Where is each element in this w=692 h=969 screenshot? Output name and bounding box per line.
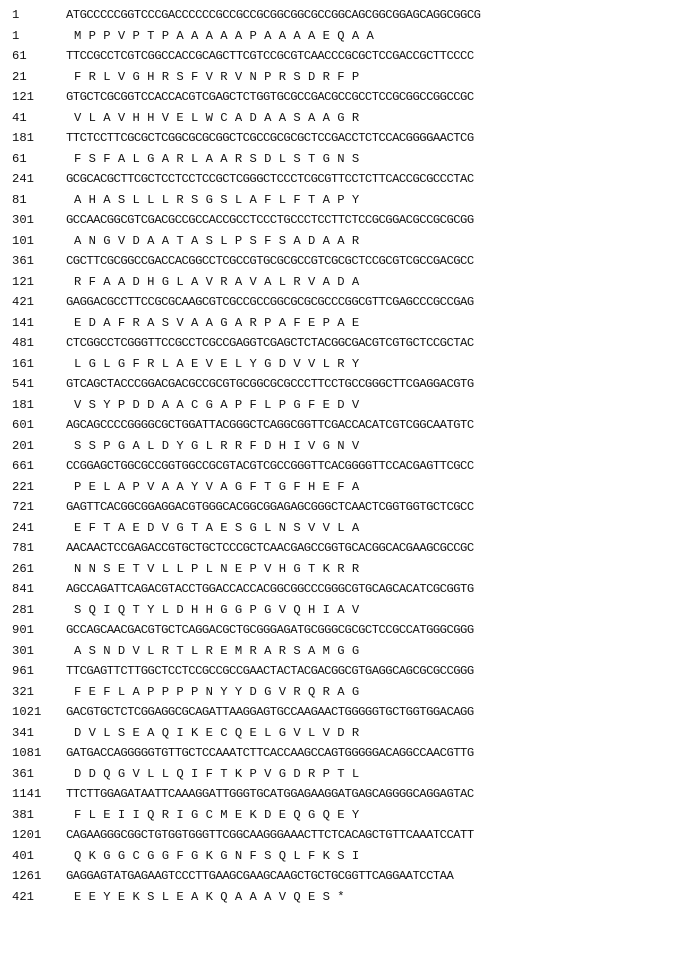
amino-acid-position: 421 xyxy=(12,889,34,904)
amino-acid-line xyxy=(12,436,688,457)
amino-acid-line xyxy=(12,313,688,334)
nucleotide-position: 61 xyxy=(12,49,27,63)
nucleotide-line xyxy=(12,866,688,887)
nucleotide-line xyxy=(12,825,688,846)
nucleotide-line xyxy=(12,5,688,26)
amino-acid-position: 301 xyxy=(12,643,34,658)
nucleotide-position: 1081 xyxy=(12,746,42,760)
amino-acid-line xyxy=(12,559,688,580)
amino-acid-position: 401 xyxy=(12,848,34,863)
amino-acid-sequence: F S F A L G A R L A A R S D L S T G N S xyxy=(74,151,360,166)
amino-acid-sequence: V S Y P D D A A C G A P F L P G F E D V xyxy=(74,397,360,412)
nucleotide-sequence: CGCTTCGCGGCCGACCACGGCCTCGCCGTGCGCGCCGTCGCGCTCCGCGTCGCCGACGCC xyxy=(66,254,474,268)
amino-acid-line xyxy=(12,600,688,621)
amino-acid-line xyxy=(12,518,688,539)
nucleotide-sequence: CAGAAGGGCGGCTGTGGTGGGTTCGGCAAGGGAAACTTCTCACAGCTGTTCAAATCCATT xyxy=(66,828,474,842)
amino-acid-line xyxy=(12,682,688,703)
nucleotide-position: 1021 xyxy=(12,705,42,719)
amino-acid-position: 21 xyxy=(12,69,27,84)
amino-acid-position: 261 xyxy=(12,561,34,576)
nucleotide-position: 661 xyxy=(12,459,34,473)
nucleotide-position: 301 xyxy=(12,213,34,227)
nucleotide-position: 1141 xyxy=(12,787,42,801)
nucleotide-line xyxy=(12,415,688,436)
nucleotide-sequence: AACAACTCCGAGACCGTGCTGCTCCCGCTCAACGAGCCGGTGCACGGCACGAAGCGCCGC xyxy=(66,541,474,555)
nucleotide-sequence: GCCAACGGCGTCGACGCCGCCACCGCCTCCCTGCCCTCCTTCTCCGCGGACGCCGCGCGG xyxy=(66,213,474,227)
amino-acid-line xyxy=(12,846,688,867)
amino-acid-position: 221 xyxy=(12,479,34,494)
nucleotide-sequence: CTCGGCCTCGGGTTCCGCCTCGCCGAGGTCGAGCTCTACGGCGACGTCGTGCTCCGCTAC xyxy=(66,336,474,350)
amino-acid-line xyxy=(12,272,688,293)
nucleotide-position: 481 xyxy=(12,336,34,350)
nucleotide-sequence: GTGCTCGCGGTCCACCACGTCGAGCTCTGGTGCGCCGACGCCGCCTCCGCGGCCGGCCGC xyxy=(66,90,474,104)
nucleotide-line xyxy=(12,87,688,108)
nucleotide-position: 841 xyxy=(12,582,34,596)
amino-acid-sequence: V L A V H H V E L W C A D A A S A A G R xyxy=(74,110,360,125)
nucleotide-sequence: TTCCGCCTCGTCGGCCACCGCAGCTTCGTCCGCGTCAACCCGCGCTCCGACCGCTTCCCC xyxy=(66,49,474,63)
nucleotide-line xyxy=(12,497,688,518)
nucleotide-sequence: GTCAGCTACCCGGACGACGCCGCGTGCGGCGCGCCCTTCCTGCCGGGCTTCGAGGACGTG xyxy=(66,377,474,391)
amino-acid-position: 321 xyxy=(12,684,34,699)
nucleotide-sequence: CCGGAGCTGGCGCCGGTGGCCGCGTACGTCGCCGGGTTCACGGGGTTCCACGAGTTCGCC xyxy=(66,459,474,473)
amino-acid-sequence: F R L V G H R S F V R V N P R S D R F P xyxy=(74,69,360,84)
amino-acid-position: 341 xyxy=(12,725,34,740)
amino-acid-line xyxy=(12,26,688,47)
nucleotide-sequence: GAGTTCACGGCGGAGGACGTGGGCACGGCGGAGAGCGGGCTCAACTCGGTGGTGCTCGCC xyxy=(66,500,474,514)
amino-acid-sequence: E F T A E D V G T A E S G L N S V V L A xyxy=(74,520,360,535)
nucleotide-sequence: GAGGACGCCTTCCGCGCAAGCGTCGCCGCCGGCGCGCGCCCGGCGTTCGAGCCCGCCGAG xyxy=(66,295,474,309)
nucleotide-position: 361 xyxy=(12,254,34,268)
nucleotide-sequence: AGCAGCCCCGGGGCGCTGGATTACGGGCTCAGGCGGTTCGACCACATCGTCGGCAATGTC xyxy=(66,418,474,432)
nucleotide-line xyxy=(12,251,688,272)
nucleotide-position: 241 xyxy=(12,172,34,186)
amino-acid-position: 101 xyxy=(12,233,34,248)
sequence-alignment-document xyxy=(12,5,688,907)
nucleotide-sequence: GACGTGCTCTCGGAGGCGCAGATTAAGGAGTGCCAAGAACTGGGGGTGCTGGTGGACAGG xyxy=(66,705,474,719)
nucleotide-position: 121 xyxy=(12,90,34,104)
amino-acid-position: 161 xyxy=(12,356,34,371)
nucleotide-position: 781 xyxy=(12,541,34,555)
nucleotide-line xyxy=(12,702,688,723)
nucleotide-line xyxy=(12,210,688,231)
amino-acid-line xyxy=(12,149,688,170)
amino-acid-line xyxy=(12,887,688,908)
nucleotide-position: 601 xyxy=(12,418,34,432)
amino-acid-sequence: F E F L A P P P P N Y Y D G V R Q R A G xyxy=(74,684,360,699)
nucleotide-sequence: ATGCCCCCGGTCCCGACCCCCCGCCGCCGCGGCGGCGCCGGCAGCGGCGGAGCAGGCGGCG xyxy=(66,8,481,22)
amino-acid-position: 281 xyxy=(12,602,34,617)
amino-acid-line xyxy=(12,477,688,498)
amino-acid-sequence: A N G V D A A T A S L P S F S A D A A R xyxy=(74,233,360,248)
amino-acid-position: 361 xyxy=(12,766,34,781)
nucleotide-sequence: GATGACCAGGGGGTGTTGCTCCAAATCTTCACCAAGCCAGTGGGGGACAGGCCAACGTTG xyxy=(66,746,474,760)
amino-acid-position: 41 xyxy=(12,110,27,125)
nucleotide-line xyxy=(12,292,688,313)
nucleotide-line xyxy=(12,169,688,190)
nucleotide-line xyxy=(12,743,688,764)
nucleotide-line xyxy=(12,620,688,641)
amino-acid-line xyxy=(12,67,688,88)
nucleotide-line xyxy=(12,456,688,477)
amino-acid-line xyxy=(12,354,688,375)
amino-acid-sequence: F L E I I Q R I G C M E K D E Q G Q E Y xyxy=(74,807,360,822)
nucleotide-line xyxy=(12,46,688,67)
amino-acid-sequence: Q K G G C G G F G K G N F S Q L F K S I xyxy=(74,848,360,863)
amino-acid-position: 181 xyxy=(12,397,34,412)
amino-acid-sequence: A S N D V L R T L R E M R A R S A M G G xyxy=(74,643,360,658)
nucleotide-sequence: TTCTCCTTCGCGCTCGGCGCGCGGCTCGCCGCGCGCTCCGACCTCTCCACGGGGAACTCG xyxy=(66,131,474,145)
nucleotide-line xyxy=(12,128,688,149)
nucleotide-position: 1 xyxy=(12,8,20,22)
nucleotide-position: 901 xyxy=(12,623,34,637)
amino-acid-position: 381 xyxy=(12,807,34,822)
nucleotide-position: 961 xyxy=(12,664,34,678)
amino-acid-sequence: E D A F R A S V A A G A R P A F E P A E xyxy=(74,315,360,330)
amino-acid-position: 1 xyxy=(12,28,20,43)
nucleotide-line xyxy=(12,784,688,805)
nucleotide-sequence: TTCTTGGAGATAATTCAAAGGATTGGGTGCATGGAGAAGGATGAGCAGGGGCAGGAGTAC xyxy=(66,787,474,801)
amino-acid-sequence: D V L S E A Q I K E C Q E L G V L V D R xyxy=(74,725,360,740)
amino-acid-sequence: P E L A P V A A Y V A G F T G F H E F A xyxy=(74,479,360,494)
amino-acid-position: 141 xyxy=(12,315,34,330)
amino-acid-position: 201 xyxy=(12,438,34,453)
amino-acid-sequence: S S P G A L D Y G L R R F D H I V G N V xyxy=(74,438,360,453)
amino-acid-sequence: S Q I Q T Y L D H H G G P G V Q H I A V xyxy=(74,602,360,617)
amino-acid-line xyxy=(12,190,688,211)
nucleotide-sequence: GCCAGCAACGACGTGCTCAGGACGCTGCGGGAGATGCGGGCGCGCTCCGCCATGGGCGGG xyxy=(66,623,474,637)
amino-acid-line xyxy=(12,231,688,252)
nucleotide-position: 541 xyxy=(12,377,34,391)
amino-acid-line xyxy=(12,805,688,826)
amino-acid-sequence: M P P V P T P A A A A A P A A A A E Q A A xyxy=(74,28,374,43)
nucleotide-line xyxy=(12,333,688,354)
amino-acid-position: 241 xyxy=(12,520,34,535)
amino-acid-line xyxy=(12,395,688,416)
nucleotide-position: 1201 xyxy=(12,828,42,842)
amino-acid-position: 61 xyxy=(12,151,27,166)
amino-acid-sequence: E E Y E K S L E A K Q A A A V Q E S * xyxy=(74,889,345,904)
amino-acid-line xyxy=(12,108,688,129)
nucleotide-position: 181 xyxy=(12,131,34,145)
nucleotide-sequence: AGCCAGATTCAGACGTACCTGGACCACCACGGCGGCCCGGGCGTGCAGCACATCGCGGTG xyxy=(66,582,474,596)
amino-acid-sequence: A H A S L L L R S G S L A F L F T A P Y xyxy=(74,192,360,207)
amino-acid-line xyxy=(12,641,688,662)
nucleotide-line xyxy=(12,538,688,559)
nucleotide-line xyxy=(12,579,688,600)
amino-acid-sequence: D D Q G V L L Q I F T K P V G D R P T L xyxy=(74,766,360,781)
nucleotide-sequence: TTCGAGTTCTTGGCTCCTCCGCCGCCGAACTACTACGACGGCGTGAGGCAGCGCGCCGGG xyxy=(66,664,474,678)
nucleotide-position: 721 xyxy=(12,500,34,514)
nucleotide-line xyxy=(12,374,688,395)
nucleotide-line xyxy=(12,661,688,682)
amino-acid-sequence: N N S E T V L L P L N E P V H G T K R R xyxy=(74,561,360,576)
amino-acid-position: 81 xyxy=(12,192,27,207)
nucleotide-sequence: GCGCACGCTTCGCTCCTCCTCCGCTCGGGCTCCCTCGCGTTCCTCTTCACCGCGCCCTAC xyxy=(66,172,474,186)
amino-acid-sequence: R F A A D H G L A V R A V A L R V A D A xyxy=(74,274,360,289)
nucleotide-position: 421 xyxy=(12,295,34,309)
nucleotide-sequence: GAGGAGTATGAGAAGTCCCTTGAAGCGAAGCAAGCTGCTGCGGTTCAGGAATCCTAA xyxy=(66,869,454,883)
nucleotide-position: 1261 xyxy=(12,869,42,883)
amino-acid-line xyxy=(12,764,688,785)
amino-acid-sequence: L G L G F R L A E V E L Y G D V V L R Y xyxy=(74,356,360,371)
amino-acid-position: 121 xyxy=(12,274,34,289)
amino-acid-line xyxy=(12,723,688,744)
